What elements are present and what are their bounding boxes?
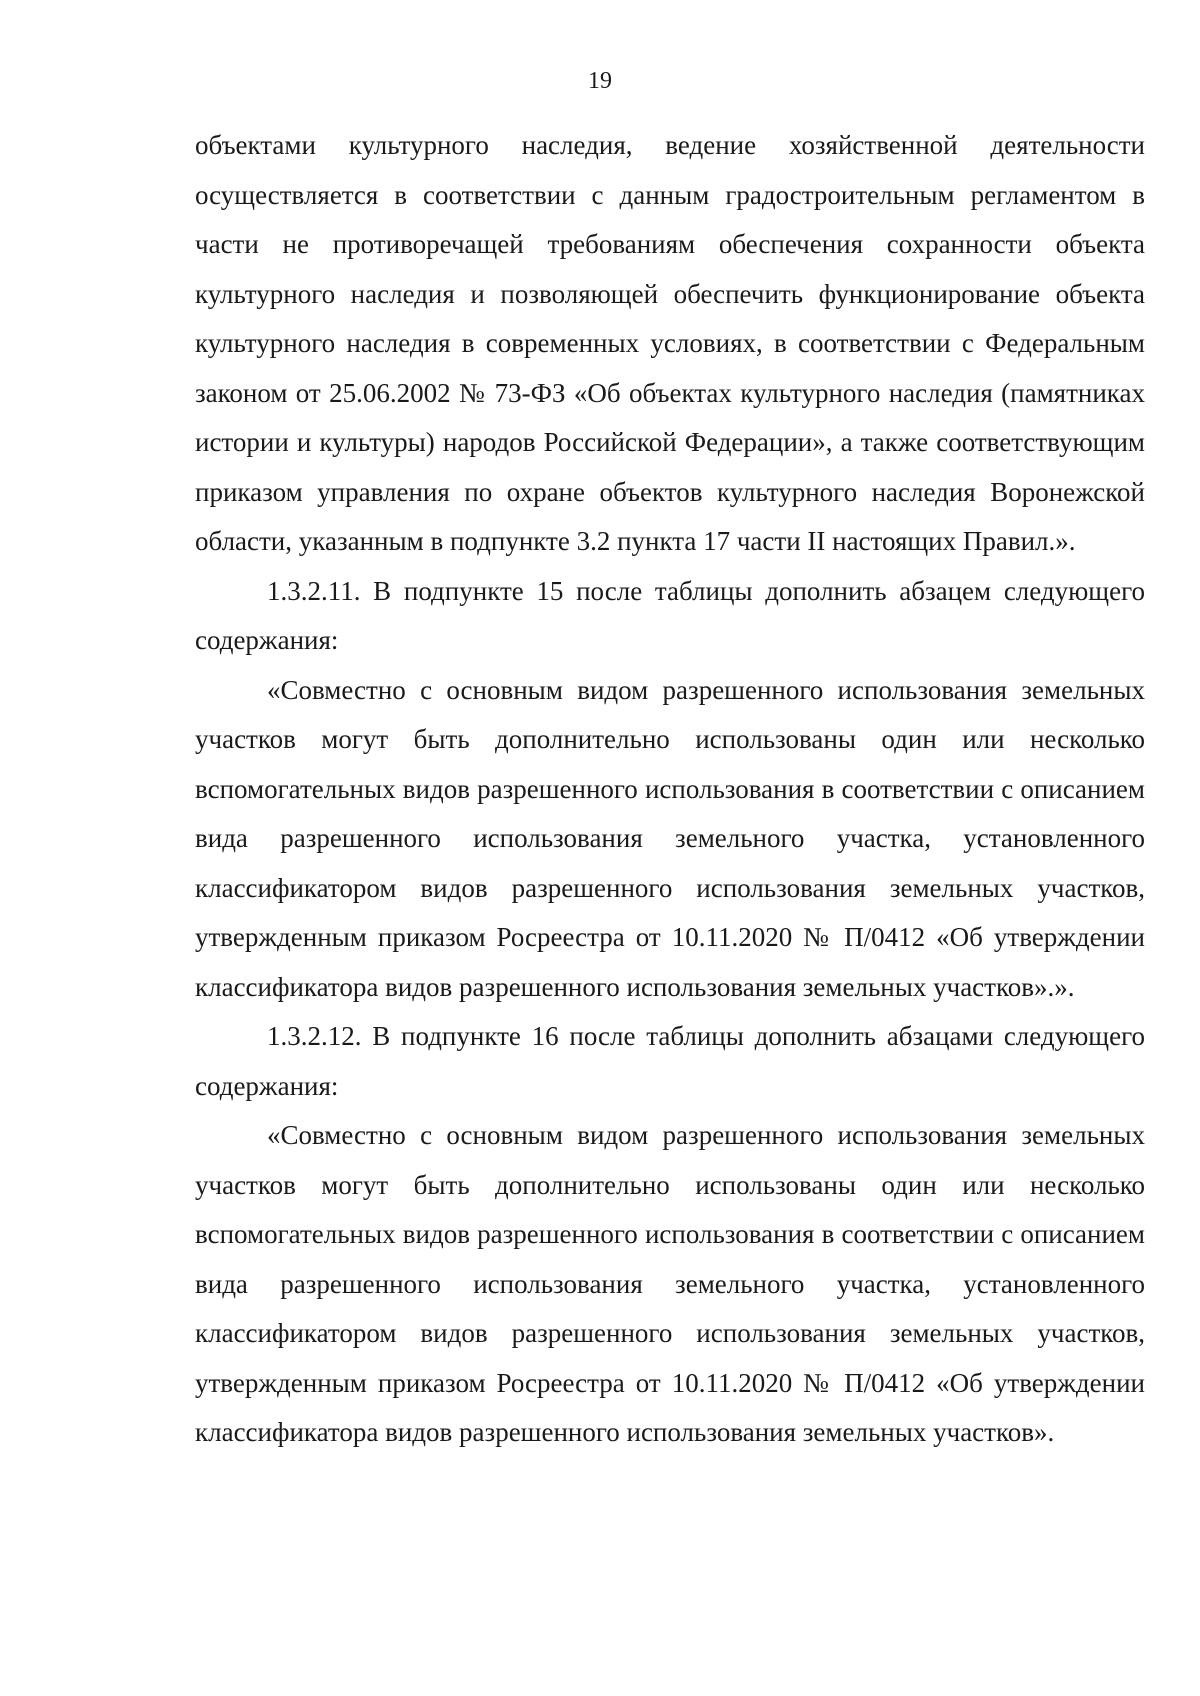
paragraph-item-1-3-2-11: 1.3.2.11. В подпункте 15 после таблицы дополнить абзацем следующего содержания: — [195, 575, 1145, 655]
paragraph-heritage-regulation: объектами культурного наследия, ведение хозяйственной деятельности осуществляется в соответствии с данным градостроительным регламентом в части не противоречащей требованиям обеспечения сохранности объекта культурного наследия и позволяющей обеспечить функционирование объекта культурного наследия в современных условиях, в соответствии с Федеральным законом от 25.06.2002 № 73-ФЗ «Об объектах культурного наследия (памятниках истории и культуры) народов Российской Федерации», а также соответствующим приказом управления по охране объектов культурного наследия Воронежской области, указанным в подпункте 3.2 пункта 17 части II настоящих Правил.». — [195, 130, 1145, 556]
page-number: 19 — [588, 68, 612, 94]
paragraph-item-1-3-2-12: 1.3.2.12. В подпункте 16 после таблицы дополнить абзацами следующего содержания: — [195, 1021, 1145, 1101]
document-body — [195, 121, 1145, 1458]
paragraph-quoted-addition-16: «Совместно с основным видом разрешенного использования земельных участков могут быть дополнительно использованы один или несколько вспомогательных видов разрешенного использования в соответствии с описанием вида разрешенного использования земельного участка, установленного классификатором видов разрешенного использования земельных участков, утвержденным приказом Росреестра от 10.11.2020 № П/0412 «Об утверждении классификатора видов разрешенного использования земельных участков». — [195, 1120, 1145, 1447]
paragraph-quoted-addition-15: «Совместно с основным видом разрешенного использования земельных участков могут быть дополнительно использованы один или несколько вспомогательных видов разрешенного использования в соответствии с описанием вида разрешенного использования земельного участка, установленного классификатором видов разрешенного использования земельных участков, утвержденным приказом Росреестра от 10.11.2020 № П/0412 «Об утверждении классификатора видов разрешенного использования земельных участков».». — [195, 674, 1145, 1002]
